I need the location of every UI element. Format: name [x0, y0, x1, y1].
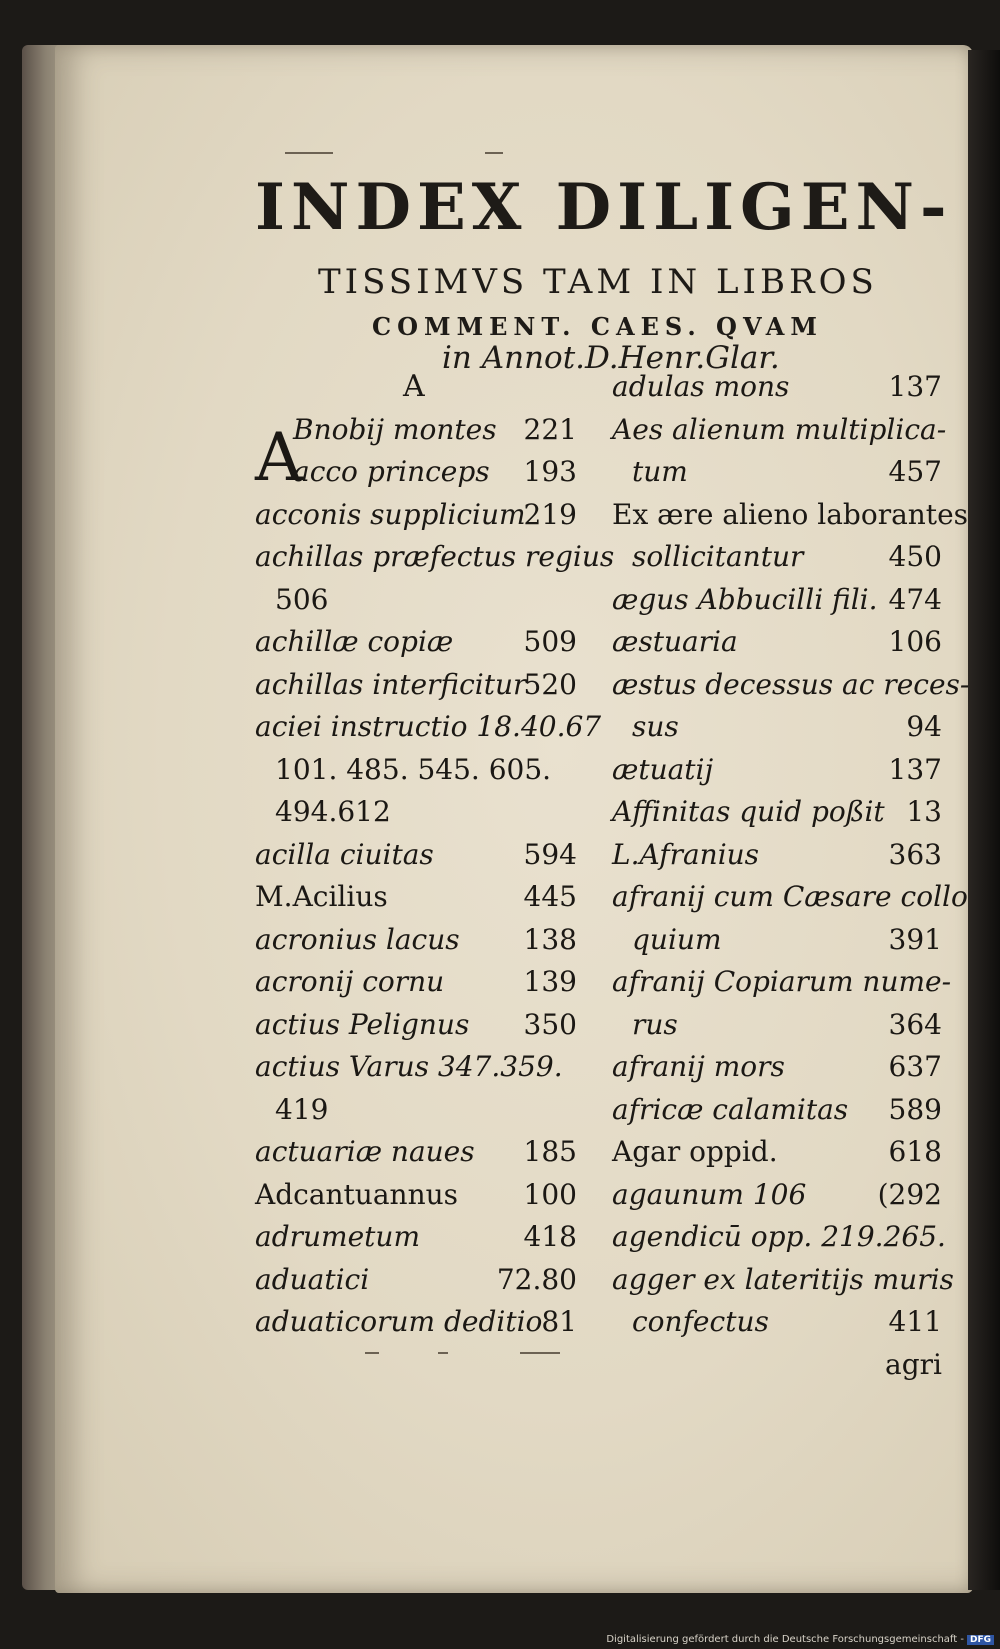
index-entry-continuation: rus 364	[632, 1008, 942, 1041]
index-entry: Adcantuannus 100	[255, 1178, 577, 1211]
index-entry: agger ex lateritijs muris	[612, 1263, 954, 1296]
index-entry-continuation: 101. 485. 545. 605.	[275, 753, 552, 786]
printer-mark	[520, 1352, 560, 1354]
index-subtitle: TISSIMVS TAM IN LIBROS	[318, 262, 878, 302]
index-entry: æstus decessus ac reces-	[612, 668, 970, 701]
index-entry-continuation: 419	[275, 1093, 329, 1126]
index-entry-continuation: sus 94	[632, 710, 942, 743]
index-entry: achillæ copiæ 509	[255, 625, 577, 658]
index-entry: ægus Abbucilli fili. 474	[612, 583, 942, 616]
index-entry: africæ calamitas 589	[612, 1093, 942, 1126]
index-entry: adulas mons 137	[612, 370, 942, 403]
index-entry: agaunum 106 (292	[612, 1178, 942, 1211]
index-entry: actius Varus 347.359.	[255, 1050, 563, 1083]
printer-mark	[285, 152, 333, 154]
drop-cap: A	[255, 419, 303, 496]
index-entry: acilla ciuitas 594	[255, 838, 577, 871]
index-entry: ætuatij 137	[612, 753, 942, 786]
index-entry: afranij cum Cæsare collo	[612, 880, 968, 913]
digitization-credit	[606, 1634, 994, 1645]
index-entry: æstuaria 106	[612, 625, 942, 658]
index-entry-continuation: quium 391	[632, 923, 942, 956]
letter-heading: A	[403, 369, 425, 404]
index-entry: achillas præfectus regius	[255, 540, 615, 573]
index-entry: L.Afranius 363	[612, 838, 942, 871]
dfg-logo: DFG	[967, 1635, 994, 1645]
index-subtitle-2: COMMENT. CAES. QVAM	[372, 312, 823, 341]
index-entry: afranij Copiarum nume-	[612, 965, 952, 998]
printer-mark	[365, 1352, 379, 1354]
index-entry: afranij mors 637	[612, 1050, 942, 1083]
index-entry: actuariæ naues 185	[255, 1135, 577, 1168]
index-entry: Aes alienum multiplica-	[612, 413, 947, 446]
index-entry: Ex ære alieno laborantes	[612, 498, 969, 531]
index-entry-continuation: 506	[275, 583, 329, 616]
index-entry: M.Acilius 445	[255, 880, 577, 913]
index-entry: Affinitas quid poßit 13	[612, 795, 942, 828]
index-entry: Agar oppid. 618	[612, 1135, 942, 1168]
index-entry: actius Pelignus 350	[255, 1008, 577, 1041]
index-entry: agendicū opp. 219.265.	[612, 1220, 946, 1253]
index-entry: acco princeps 193	[293, 455, 577, 488]
printer-mark	[485, 152, 503, 154]
catchword: agri	[885, 1348, 942, 1381]
index-entry: achillas interficitur 520	[255, 668, 577, 701]
index-entry-continuation: tum 457	[632, 455, 942, 488]
index-entry: acconis supplicium 219	[255, 498, 577, 531]
index-entry-continuation: sollicitantur 450	[632, 540, 942, 573]
index-entry: acronij cornu 139	[255, 965, 577, 998]
index-entry: aduatici 72.80	[255, 1263, 577, 1296]
index-entry: acronius lacus 138	[255, 923, 577, 956]
index-entry: adrumetum 418	[255, 1220, 577, 1253]
index-title: INDEX DILIGEN-	[255, 170, 953, 245]
index-subtitle-3: in Annot.D.Henr.Glar.	[442, 340, 780, 376]
binding-shadow	[968, 50, 1000, 1590]
index-entry: Bnobij montes 221	[293, 413, 577, 446]
credit-text: Digitalisierung gefördert durch die Deutsche Forschungsgemeinschaft -	[606, 1634, 964, 1645]
printer-mark	[438, 1352, 448, 1354]
index-entry: aduaticorum deditio 81	[255, 1305, 577, 1338]
index-entry: aciei instructio 18.40.67	[255, 710, 602, 743]
index-entry-continuation: confectus 411	[632, 1305, 942, 1338]
index-entry-continuation: 494.612	[275, 795, 391, 828]
